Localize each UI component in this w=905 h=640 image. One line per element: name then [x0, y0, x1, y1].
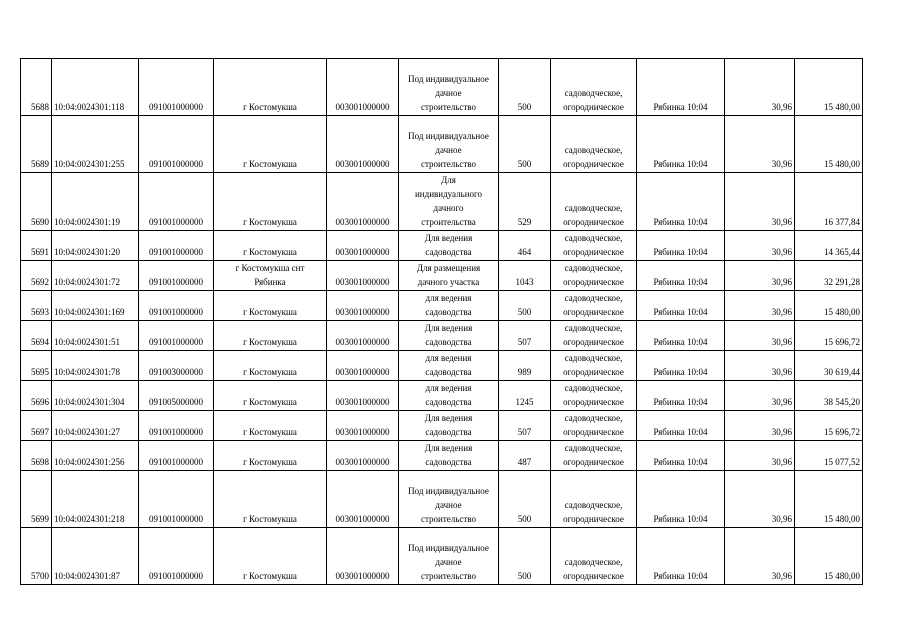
cadastral-zone-cell: Рябинка 10:04	[637, 291, 725, 321]
cell-line: строительство	[421, 102, 476, 112]
okato-code-cell: 091001000000	[139, 291, 214, 321]
oktmo-code-cell: 003001000000	[327, 59, 399, 116]
cadastral-cost-cell: 15 077,52	[795, 441, 863, 471]
cadastral-number-cell: 10:04:0024301:218	[52, 471, 139, 528]
permitted-use-cell	[399, 173, 499, 231]
cell-line: для ведения	[425, 293, 472, 303]
city-cell: г Костомукша	[214, 471, 327, 528]
row-number-cell: 5691	[21, 231, 52, 261]
row-number-cell: 5692	[21, 261, 52, 291]
cadastral-cost-cell: 15 696,72	[795, 411, 863, 441]
permitted-use-cell	[399, 261, 499, 291]
cell-line: Под индивидуальное	[408, 74, 489, 84]
oktmo-code-cell: 003001000000	[327, 381, 399, 411]
city-cell: г Костомукша	[214, 411, 327, 441]
area-cell: 487	[499, 441, 551, 471]
city-cell: г Костомукша	[214, 351, 327, 381]
cadastral-cost-cell: 15 480,00	[795, 471, 863, 528]
city-cell: г Костомукша	[214, 441, 327, 471]
okato-code-cell: 091001000000	[139, 441, 214, 471]
permitted-use-cell	[399, 528, 499, 585]
cadastral-cost-cell: 16 377,84	[795, 173, 863, 231]
area-cell: 500	[499, 528, 551, 585]
cadastral-cost-cell: 15 480,00	[795, 291, 863, 321]
okato-code-cell: 091001000000	[139, 59, 214, 116]
cadastral-zone-cell: Рябинка 10:04	[637, 116, 725, 173]
cell-line: огородническое	[563, 367, 624, 377]
area-cell: 507	[499, 411, 551, 441]
row-number-cell: 5689	[21, 116, 52, 173]
land-category-cell	[551, 441, 637, 471]
cadastral-number-cell: 10:04:0024301:256	[52, 441, 139, 471]
city-cell: г Костомукша	[214, 528, 327, 585]
unit-rate-cell: 30,96	[725, 321, 795, 351]
cadastral-cost-cell: 32 291,28	[795, 261, 863, 291]
oktmo-code-cell: 003001000000	[327, 471, 399, 528]
cell-line: дачное	[435, 500, 462, 510]
cell-line: дачного участка	[417, 277, 480, 287]
cadastral-cost-cell: 38 545,20	[795, 381, 863, 411]
cadastral-zone-cell: Рябинка 10:04	[637, 321, 725, 351]
cell-line: огородническое	[563, 427, 624, 437]
table-row	[21, 231, 863, 261]
row-number-cell: 5690	[21, 173, 52, 231]
land-category-cell	[551, 381, 637, 411]
oktmo-code-cell: 003001000000	[327, 351, 399, 381]
cadastral-cost-cell: 15 480,00	[795, 116, 863, 173]
cadastral-number-cell: 10:04:0024301:304	[52, 381, 139, 411]
city-cell: г Костомукша	[214, 116, 327, 173]
table-row	[21, 381, 863, 411]
cell-line: садоводческое,	[564, 233, 623, 243]
okato-code-cell: 091001000000	[139, 528, 214, 585]
table-row	[21, 173, 863, 231]
cadastral-cost-cell: 14 365,44	[795, 231, 863, 261]
cell-line: садоводческое,	[564, 145, 623, 155]
cell-line: огородническое	[563, 247, 624, 257]
cell-line: садоводства	[425, 397, 472, 407]
cell-line: дачное	[435, 88, 462, 98]
oktmo-code-cell: 003001000000	[327, 261, 399, 291]
permitted-use-cell	[399, 59, 499, 116]
permitted-use-cell	[399, 411, 499, 441]
cadastral-zone-cell: Рябинка 10:04	[637, 411, 725, 441]
unit-rate-cell: 30,96	[725, 351, 795, 381]
cell-line: Рябинка	[254, 277, 286, 287]
permitted-use-cell	[399, 291, 499, 321]
area-cell: 507	[499, 321, 551, 351]
table-row	[21, 441, 863, 471]
cell-line: садоводства	[425, 307, 472, 317]
table-row	[21, 321, 863, 351]
okato-code-cell: 091001000000	[139, 471, 214, 528]
table-row	[21, 471, 863, 528]
cell-line: Для размещения	[416, 263, 481, 273]
cell-line: дачное	[435, 145, 462, 155]
land-category-cell	[551, 471, 637, 528]
cadastral-zone-cell: Рябинка 10:04	[637, 231, 725, 261]
oktmo-code-cell: 003001000000	[327, 441, 399, 471]
unit-rate-cell: 30,96	[725, 291, 795, 321]
permitted-use-cell	[399, 231, 499, 261]
area-cell: 500	[499, 116, 551, 173]
cell-line: огородническое	[563, 337, 624, 347]
row-number-cell: 5698	[21, 441, 52, 471]
city-cell: г Костомукша	[214, 291, 327, 321]
city-cell: г Костомукша	[214, 381, 327, 411]
cell-line: Для ведения	[424, 323, 473, 333]
cell-line: для ведения	[425, 383, 472, 393]
okato-code-cell: 091001000000	[139, 411, 214, 441]
cell-line: огородническое	[563, 102, 624, 112]
oktmo-code-cell: 003001000000	[327, 231, 399, 261]
permitted-use-cell	[399, 116, 499, 173]
cell-line: садоводческое,	[564, 293, 623, 303]
table-body	[21, 59, 863, 585]
row-number-cell: 5699	[21, 471, 52, 528]
cell-line: Для	[441, 175, 456, 185]
land-category-cell	[551, 351, 637, 381]
cadastral-zone-cell: Рябинка 10:04	[637, 528, 725, 585]
land-category-cell	[551, 411, 637, 441]
row-number-cell: 5688	[21, 59, 52, 116]
table-row	[21, 59, 863, 116]
cell-line: садоводства	[425, 337, 472, 347]
permitted-use-cell	[399, 351, 499, 381]
cadastral-cost-cell: 15 480,00	[795, 59, 863, 116]
cadastral-number-cell: 10:04:0024301:118	[52, 59, 139, 116]
cadastral-number-cell: 10:04:0024301:27	[52, 411, 139, 441]
table-row	[21, 291, 863, 321]
cell-line: садоводческое,	[564, 383, 623, 393]
city-cell: г Костомукша	[214, 321, 327, 351]
permitted-use-cell	[399, 321, 499, 351]
land-category-cell	[551, 116, 637, 173]
cell-line: Под индивидуальное	[408, 131, 489, 141]
cell-line: индивидуального	[414, 189, 482, 199]
oktmo-code-cell: 003001000000	[327, 411, 399, 441]
cell-line: строительство	[421, 159, 476, 169]
area-cell: 500	[499, 59, 551, 116]
unit-rate-cell: 30,96	[725, 261, 795, 291]
unit-rate-cell: 30,96	[725, 173, 795, 231]
permitted-use-cell	[399, 471, 499, 528]
cell-line: г Костомукша снт	[235, 263, 305, 273]
cell-line: строительство	[421, 514, 476, 524]
okato-code-cell: 091003000000	[139, 351, 214, 381]
unit-rate-cell: 30,96	[725, 441, 795, 471]
area-cell: 1245	[499, 381, 551, 411]
okato-code-cell: 091001000000	[139, 116, 214, 173]
row-number-cell: 5693	[21, 291, 52, 321]
table-row	[21, 116, 863, 173]
city-cell	[214, 261, 327, 291]
cell-line: Под индивидуальное	[408, 486, 489, 496]
cell-line: садоводства	[425, 247, 472, 257]
land-parcels-table	[20, 58, 863, 585]
cadastral-zone-cell: Рябинка 10:04	[637, 381, 725, 411]
table-row	[21, 411, 863, 441]
cadastral-zone-cell: Рябинка 10:04	[637, 351, 725, 381]
area-cell: 500	[499, 291, 551, 321]
cadastral-cost-cell: 15 696,72	[795, 321, 863, 351]
row-number-cell: 5696	[21, 381, 52, 411]
cadastral-zone-cell: Рябинка 10:04	[637, 471, 725, 528]
oktmo-code-cell: 003001000000	[327, 173, 399, 231]
cell-line: Под индивидуальное	[408, 543, 489, 553]
cell-line: садоводства	[425, 427, 472, 437]
cadastral-number-cell: 10:04:0024301:87	[52, 528, 139, 585]
land-category-cell	[551, 291, 637, 321]
cell-line: огородническое	[563, 571, 624, 581]
area-cell: 500	[499, 471, 551, 528]
cell-line: огородническое	[563, 397, 624, 407]
permitted-use-cell	[399, 441, 499, 471]
city-cell: г Костомукша	[214, 231, 327, 261]
unit-rate-cell: 30,96	[725, 231, 795, 261]
cadastral-number-cell: 10:04:0024301:169	[52, 291, 139, 321]
cell-line: садоводческое,	[564, 413, 623, 423]
area-cell: 989	[499, 351, 551, 381]
cadastral-number-cell: 10:04:0024301:72	[52, 261, 139, 291]
cadastral-zone-cell: Рябинка 10:04	[637, 441, 725, 471]
oktmo-code-cell: 003001000000	[327, 528, 399, 585]
city-cell: г Костомукша	[214, 59, 327, 116]
permitted-use-cell	[399, 381, 499, 411]
cadastral-number-cell: 10:04:0024301:20	[52, 231, 139, 261]
cell-line: садоводческое,	[564, 557, 623, 567]
unit-rate-cell: 30,96	[725, 59, 795, 116]
cell-line: строительство	[421, 571, 476, 581]
cell-line: садоводческое,	[564, 263, 623, 273]
unit-rate-cell: 30,96	[725, 411, 795, 441]
cell-line: садоводческое,	[564, 353, 623, 363]
cadastral-number-cell: 10:04:0024301:51	[52, 321, 139, 351]
city-cell: г Костомукша	[214, 173, 327, 231]
land-category-cell	[551, 321, 637, 351]
land-category-cell	[551, 261, 637, 291]
land-category-cell	[551, 173, 637, 231]
cell-line: для ведения	[425, 353, 472, 363]
cell-line: Для ведения	[424, 233, 473, 243]
cadastral-number-cell: 10:04:0024301:78	[52, 351, 139, 381]
cadastral-cost-cell: 30 619,44	[795, 351, 863, 381]
cadastral-zone-cell: Рябинка 10:04	[637, 173, 725, 231]
oktmo-code-cell: 003001000000	[327, 291, 399, 321]
cell-line: огородническое	[563, 277, 624, 287]
area-cell: 464	[499, 231, 551, 261]
land-category-cell	[551, 59, 637, 116]
cell-line: садоводства	[425, 457, 472, 467]
cell-line: Для ведения	[424, 443, 473, 453]
table-row	[21, 351, 863, 381]
okato-code-cell: 091001000000	[139, 173, 214, 231]
cell-line: садоводческое,	[564, 500, 623, 510]
cell-line: огородническое	[563, 217, 624, 227]
cadastral-number-cell: 10:04:0024301:19	[52, 173, 139, 231]
cell-line: садоводческое,	[564, 203, 623, 213]
cell-line: садоводства	[425, 367, 472, 377]
row-number-cell: 5694	[21, 321, 52, 351]
oktmo-code-cell: 003001000000	[327, 321, 399, 351]
cadastral-cost-cell: 15 480,00	[795, 528, 863, 585]
table-row	[21, 528, 863, 585]
cell-line: огородническое	[563, 159, 624, 169]
unit-rate-cell: 30,96	[725, 471, 795, 528]
cell-line: строительства	[421, 217, 476, 227]
cadastral-zone-cell: Рябинка 10:04	[637, 261, 725, 291]
cell-line: садоводческое,	[564, 323, 623, 333]
okato-code-cell: 091005000000	[139, 381, 214, 411]
area-cell: 1043	[499, 261, 551, 291]
cell-line: Для ведения	[424, 413, 473, 423]
oktmo-code-cell: 003001000000	[327, 116, 399, 173]
cell-line: огородническое	[563, 457, 624, 467]
cadastral-zone-cell: Рябинка 10:04	[637, 59, 725, 116]
cell-line: садоводческое,	[564, 88, 623, 98]
cell-line: дачное	[435, 557, 462, 567]
cadastral-number-cell: 10:04:0024301:255	[52, 116, 139, 173]
area-cell: 529	[499, 173, 551, 231]
okato-code-cell: 091001000000	[139, 261, 214, 291]
land-category-cell	[551, 528, 637, 585]
unit-rate-cell: 30,96	[725, 528, 795, 585]
unit-rate-cell: 30,96	[725, 116, 795, 173]
cell-line: садоводческое,	[564, 443, 623, 453]
row-number-cell: 5700	[21, 528, 52, 585]
row-number-cell: 5697	[21, 411, 52, 441]
okato-code-cell: 091001000000	[139, 231, 214, 261]
okato-code-cell: 091001000000	[139, 321, 214, 351]
table-row	[21, 261, 863, 291]
land-category-cell	[551, 231, 637, 261]
cell-line: огородническое	[563, 514, 624, 524]
row-number-cell: 5695	[21, 351, 52, 381]
cell-line: огородническое	[563, 307, 624, 317]
cell-line: дачного	[433, 203, 464, 213]
unit-rate-cell: 30,96	[725, 381, 795, 411]
